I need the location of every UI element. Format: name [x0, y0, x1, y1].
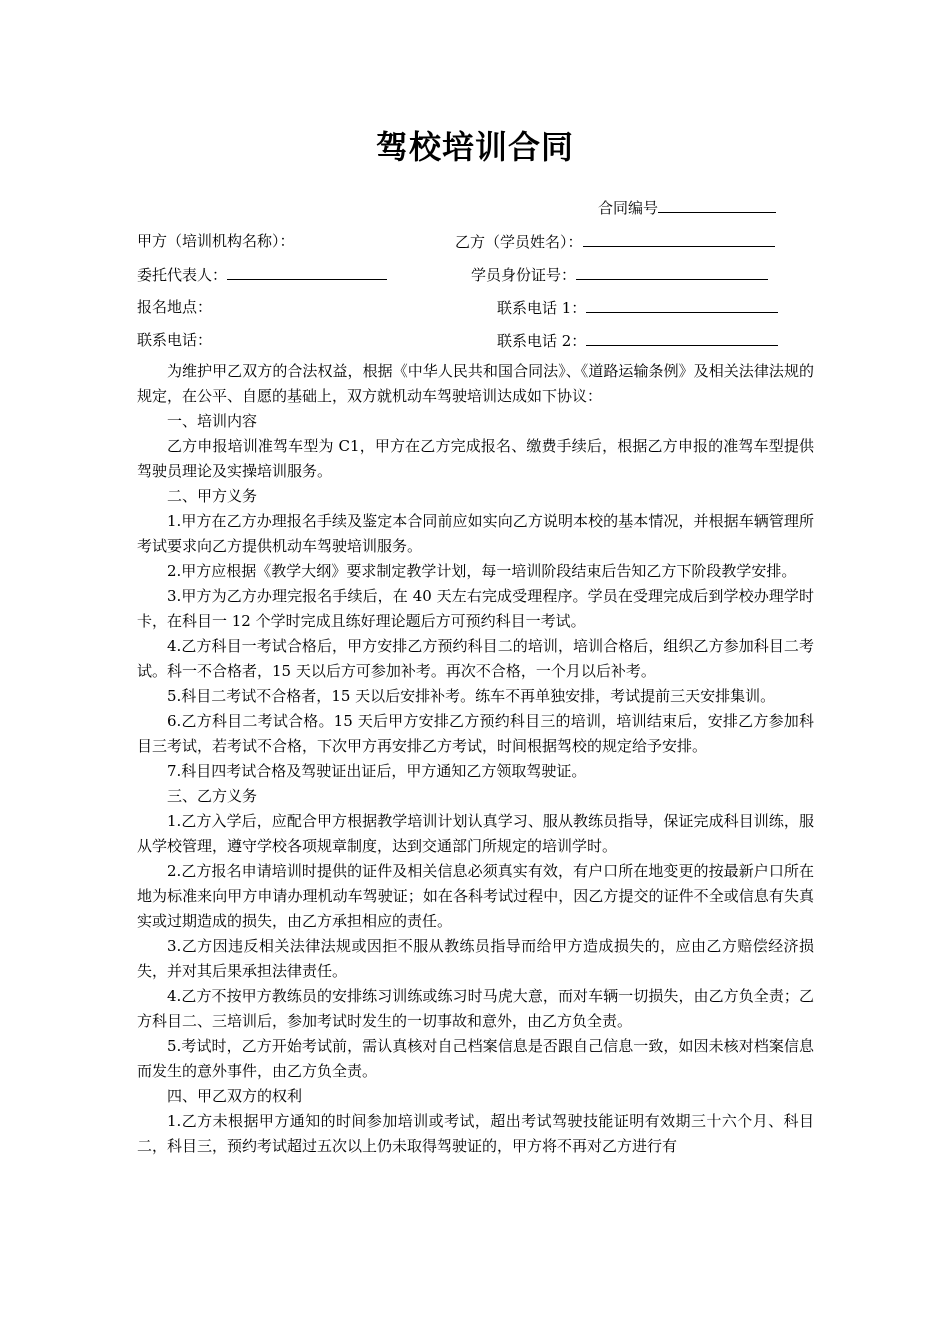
agent-label: 委托代表人：: [137, 266, 228, 284]
section-heading-rights: 四、甲乙双方的权利: [167, 1087, 303, 1105]
phone1-field: [497, 297, 778, 318]
paragraph: 4.乙方科目一考试合格后，甲方安排乙方预约科目二的培训，培训合格后，组织乙方参加科目二考试。科一不合格者，15 天以后方可参加补考。再次不合格，一个月以后补考。: [137, 637, 814, 680]
paragraph: 1.甲方在乙方办理报名手续及鉴定本合同前应如实向乙方说明本校的基本情况，并根据车辆管理所考试要求向乙方提供机动车驾驶培训服务。: [137, 512, 814, 555]
paragraph-preamble: 为维护甲乙双方的合法权益，根据《中华人民共和国合同法》、《道路运输条例》及相关法律法规的规定，在公平、自愿的基础上，双方就机动车驾驶培训达成如下协议：: [137, 362, 814, 405]
paragraph: 2.乙方报名申请培训时提供的证件及相关信息必须真实有效，有户口所在地变更的按最新户口所在地为标准来向甲方申请办理机动车驾驶证；如在各科考试过程中，因乙方提交的证件不全或信息有失真实或过期造成的损失，由乙方承担相应的责任。: [137, 862, 814, 930]
party-b-field: [455, 231, 775, 252]
student-id-label: 学员身份证号：: [471, 266, 577, 284]
document-title: 驾校培训合同: [375, 128, 574, 166]
paragraph: 1.乙方未根据甲方通知的时间参加培训或考试，超出考试驾驶技能证明有效期三十六个月、科目二，科目三，预约考试超过五次以上仍未取得驾驶证的，甲方将不再对乙方进行有: [137, 1112, 814, 1155]
phone2-field: [497, 330, 778, 351]
phone1-blank: [586, 297, 778, 313]
paragraph: 2.甲方应根据《教学大纲》要求制定教学计划，每一培训阶段结束后告知乙方下阶段教学安排。: [167, 562, 797, 580]
paragraph: 乙方申报培训准驾车型为 C1，甲方在乙方完成报名、缴费手续后，根据乙方申报的准驾车型提供驾驶员理论及实操培训服务。: [137, 437, 814, 480]
agent-blank: [227, 264, 387, 280]
paragraph: 1.乙方入学后，应配合甲方根据教学培训计划认真学习、服从教练员指导，保证完成科目训练，服从学校管理，遵守学校各项规章制度，达到交通部门所规定的培训学时。: [137, 812, 814, 855]
party-b-blank: [583, 231, 775, 247]
agent-field: [137, 264, 387, 285]
section-heading-training-content: 一、培训内容: [167, 412, 258, 430]
phone2-blank: [586, 330, 778, 346]
paragraph: 3.乙方因违反相关法律法规或因拒不服从教练员指导而给甲方造成损失的，应由乙方赔偿经济损失，并对其后果承担法律责任。: [137, 937, 814, 980]
student-id-blank: [576, 264, 768, 280]
paragraph: 5.考试时，乙方开始考试前，需认真核对自己档案信息是否跟自己信息一致，如因未核对档案信息而发生的意外事件，由乙方负全责。: [137, 1037, 814, 1080]
student-id-field: [471, 264, 768, 285]
paragraph: 4.乙方不按甲方教练员的安排练习训练或练习时马虎大意，而对车辆一切损失，由乙方负全责；乙方科目二、三培训后，参加考试时发生的一切事故和意外，由乙方负全责。: [137, 987, 814, 1030]
contract-number-blank: [658, 197, 776, 213]
contract-number-label: 合同编号: [598, 199, 659, 217]
paragraph: 7.科目四考试合格及驾驶证出证后，甲方通知乙方领取驾驶证。: [167, 762, 587, 780]
section-heading-party-b-duties: 三、乙方义务: [167, 787, 258, 805]
contract-body: [137, 359, 814, 1159]
section-heading-party-a-duties: 二、甲方义务: [167, 487, 258, 505]
party-b-label: 乙方（学员姓名）：: [455, 233, 583, 251]
paragraph: 5.科目二考试不合格者，15 天以后安排补考。练车不再单独安排，考试提前三天安排集训。: [167, 687, 776, 705]
phone2-label: 联系电话 2：: [497, 332, 587, 350]
party-a-label: 甲方（培训机构名称）：: [137, 232, 295, 250]
contract-number-field: [598, 197, 776, 218]
paragraph: 6.乙方科目二考试合格。15 天后甲方安排乙方预约科目三的培训，培训结束后，安排乙方参加科目三考试，若考试不合格，下次甲方再安排乙方考试，时间根据驾校的规定给予安排。: [137, 712, 814, 755]
paragraph: 3.甲方为乙方办理完报名手续后，在 40 天左右完成受理程序。学员在受理完成后到学校办理学时卡，在科目一 12 个学时完成且练好理论题后方可预约科目一考试。: [137, 587, 814, 630]
contact-phone-label: 联系电话：: [137, 331, 213, 349]
registration-place-label: 报名地点：: [137, 298, 213, 316]
phone1-label: 联系电话 1：: [497, 299, 587, 317]
